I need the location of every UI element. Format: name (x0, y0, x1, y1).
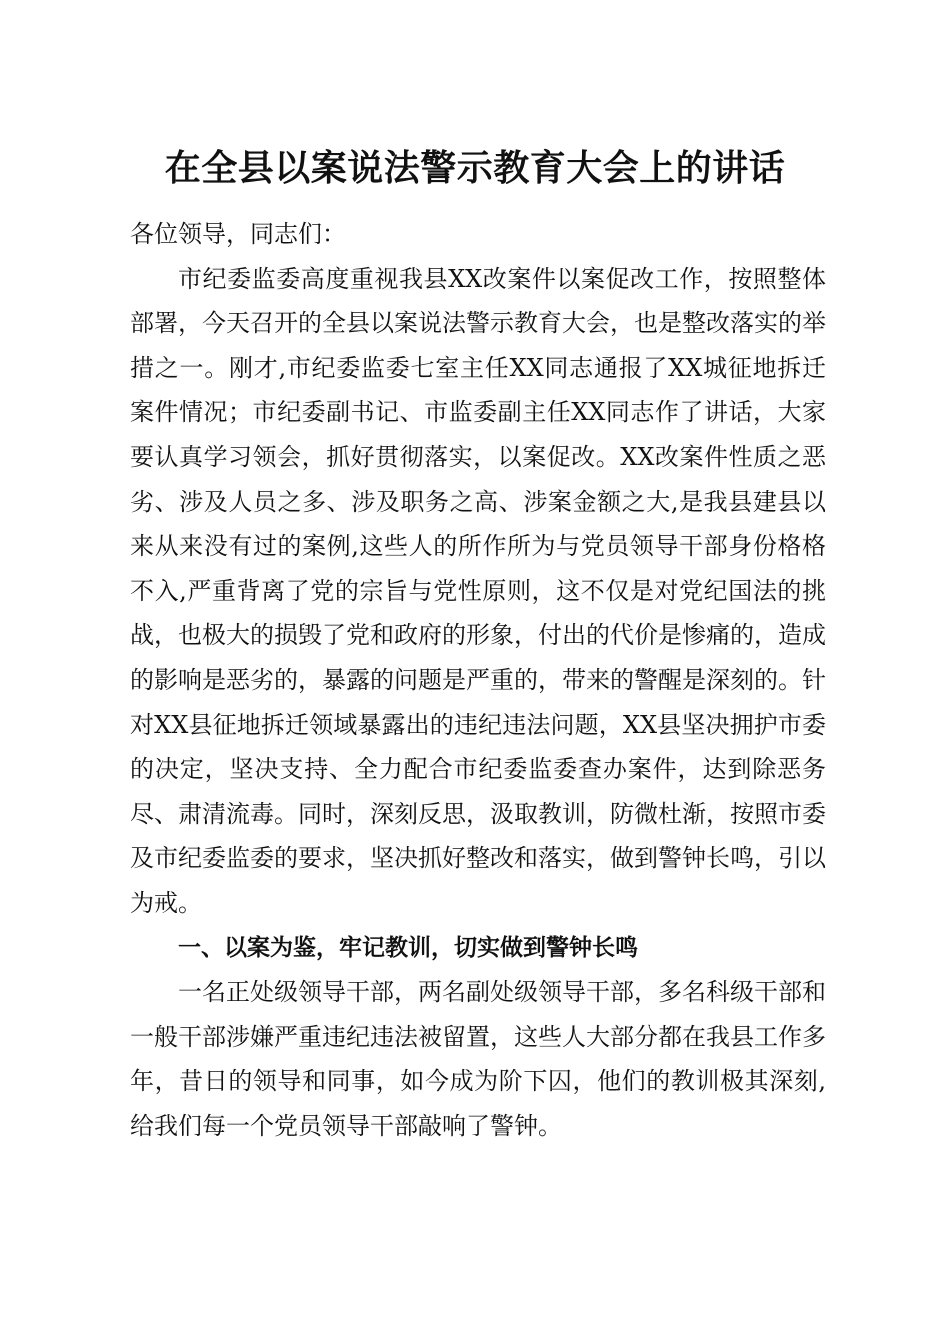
document-title: 在全县以案说法警示教育大会上的讲话 (164, 148, 786, 189)
section-1-heading: 一、以案为鉴，牢记教训，切实做到警钟长鸣 (178, 934, 638, 961)
paragraph-2: 一名正处级领导干部，两名副处级领导干部，多名科级干部和一般干部涉嫌严重违纪违法被留置，这些人大部分都在我县工作多年，昔日的领导和同事，如今成为阶下囚，他们的教训极其深刻,给我们每一个党员领导干部敲响了警钟。 (130, 978, 826, 1140)
paragraph-1: 市纪委监委高度重视我县XX改案件以案促改工作，按照整体部署，今天召开的全县以案说法警示教育大会，也是整改落实的举措之一。刚才,市纪委监委七室主任XX同志通报了XX城征地拆迁案件情况；市纪委副书记、市监委副主任XX同志作了讲话，大家要认真学习领会，抓好贯彻落实，以案促改。XX改案件性质之恶劣、涉及人员之多、涉及职务之高、涉案金额之大,是我县建县以来从来没有过的案例,这些人的所作所为与党员领导干部身份格格不入,严重背离了党的宗旨与党性原则，这不仅是对党纪国法的挑战，也极大的损毁了党和政府的形象，付出的代价是惨痛的，造成的影响是恶劣的，暴露的问题是严重的，带来的警醒是深刻的。针对XX县征地拆迁领域暴露出的违纪违法问题，XX县坚决拥护市委的决定，坚决支持、全力配合市纪委监委查办案件，达到除恶务尽、肃清流毒。同时，深刻反思，汲取教训，防微杜渐，按照市委及市纪委监委的要求，坚决抓好整改和落实，做到警钟长鸣，引以为戒。 (130, 264, 826, 917)
salutation: 各位领导，同志们： (130, 220, 346, 248)
document-body (130, 212, 826, 1148)
